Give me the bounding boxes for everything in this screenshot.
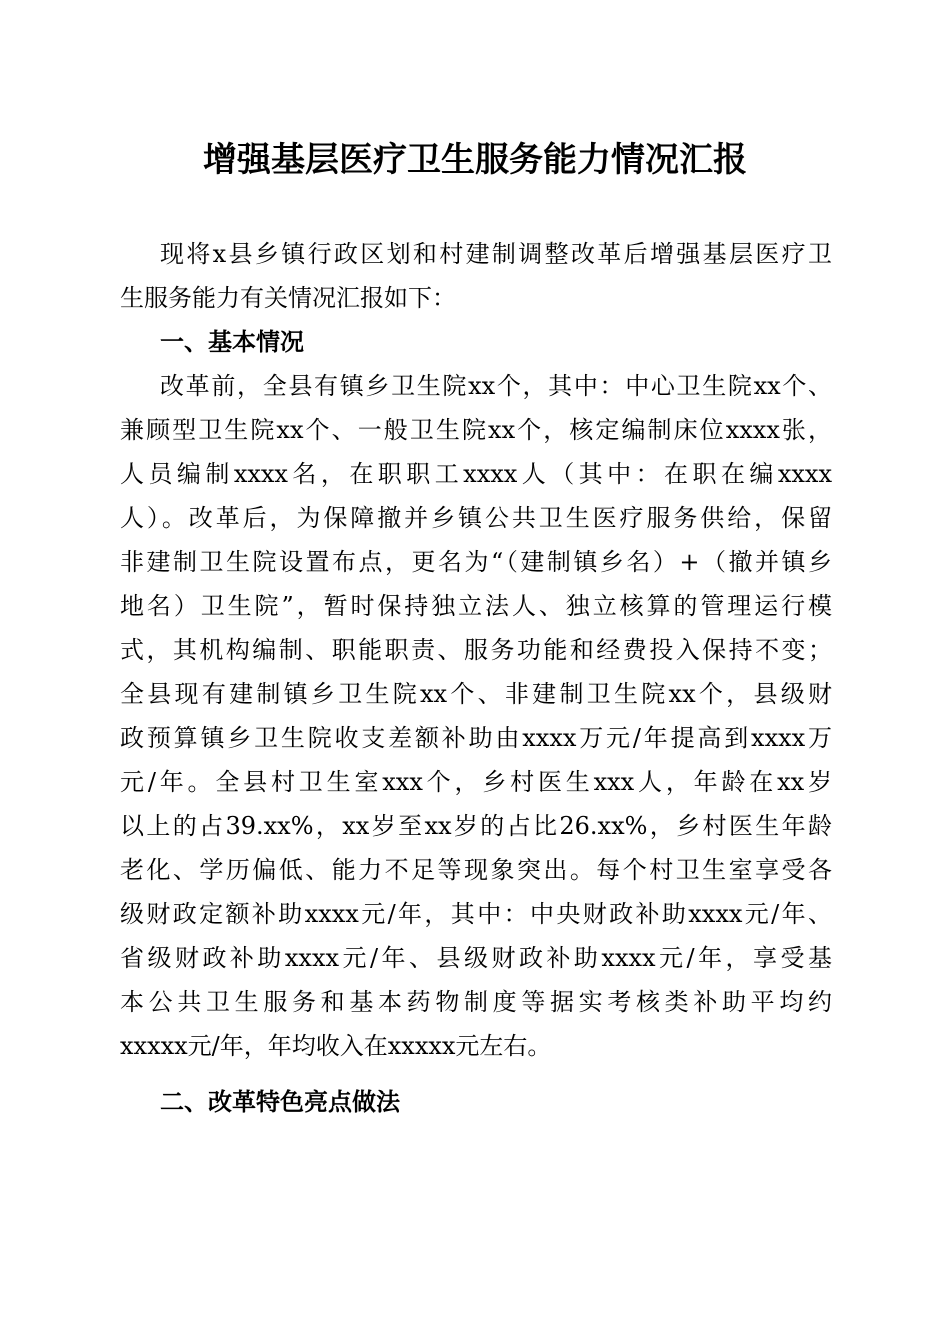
paragraph-line: 全县现有建制镇乡卫生院xx个、非建制卫生院xx个，县级财 — [120, 680, 832, 708]
paragraph-line: 本公共卫生服务和基本药物制度等据实考核类补助平均约 — [120, 988, 832, 1016]
section-heading-highlights: 二、改革特色亮点做法 — [160, 1088, 400, 1116]
paragraph-line: 政预算镇乡卫生院收支差额补助由xxxx万元/年提高到xxxx万 — [120, 724, 832, 752]
paragraph-line: 人）。改革后，为保障撤并乡镇公共卫生医疗服务供给，保留 — [120, 504, 832, 532]
paragraph-line: 人员编制xxxx名，在职职工xxxx人（其中：在职在编xxxx — [120, 460, 832, 488]
paragraph-line: xxxxx元/年，年均收入在xxxxx元左右。 — [120, 1032, 552, 1060]
paragraph-line: 老化、学历偏低、能力不足等现象突出。每个村卫生室享受各 — [120, 856, 832, 884]
paragraph-line: 兼顾型卫生院xx个、一般卫生院xx个，核定编制床位xxxx张， — [120, 416, 832, 444]
paragraph-line: 地名）卫生院”，暂时保持独立法人、独立核算的管理运行模 — [120, 592, 832, 620]
paragraph-line: 省级财政补助xxxx元/年、县级财政补助xxxx元/年，享受基 — [120, 944, 832, 972]
paragraph-line: 元/年。全县村卫生室xxx个，乡村医生xxx人，年龄在xx岁 — [120, 768, 832, 796]
paragraph-line: 以上的占39.xx%，xx岁至xx岁的占比26.xx%，乡村医生年龄 — [120, 812, 832, 840]
intro-line: 生服务能力有关情况汇报如下： — [120, 284, 456, 312]
paragraph-line: 式，其机构编制、职能职责、服务功能和经费投入保持不变； — [120, 636, 832, 664]
paragraph-line: 非建制卫生院设置布点，更名为“（建制镇乡名）+（撤并镇乡 — [120, 548, 832, 576]
section-heading-basic: 一、基本情况 — [160, 328, 304, 356]
intro-line: 现将x县乡镇行政区划和村建制调整改革后增强基层医疗卫 — [160, 240, 832, 268]
paragraph-line: 级财政定额补助xxxx元/年，其中：中央财政补助xxxx元/年、 — [120, 900, 832, 928]
document-title: 增强基层医疗卫生服务能力情况汇报 — [203, 140, 747, 180]
paragraph-line: 改革前，全县有镇乡卫生院xx个，其中：中心卫生院xx个、 — [160, 372, 832, 400]
